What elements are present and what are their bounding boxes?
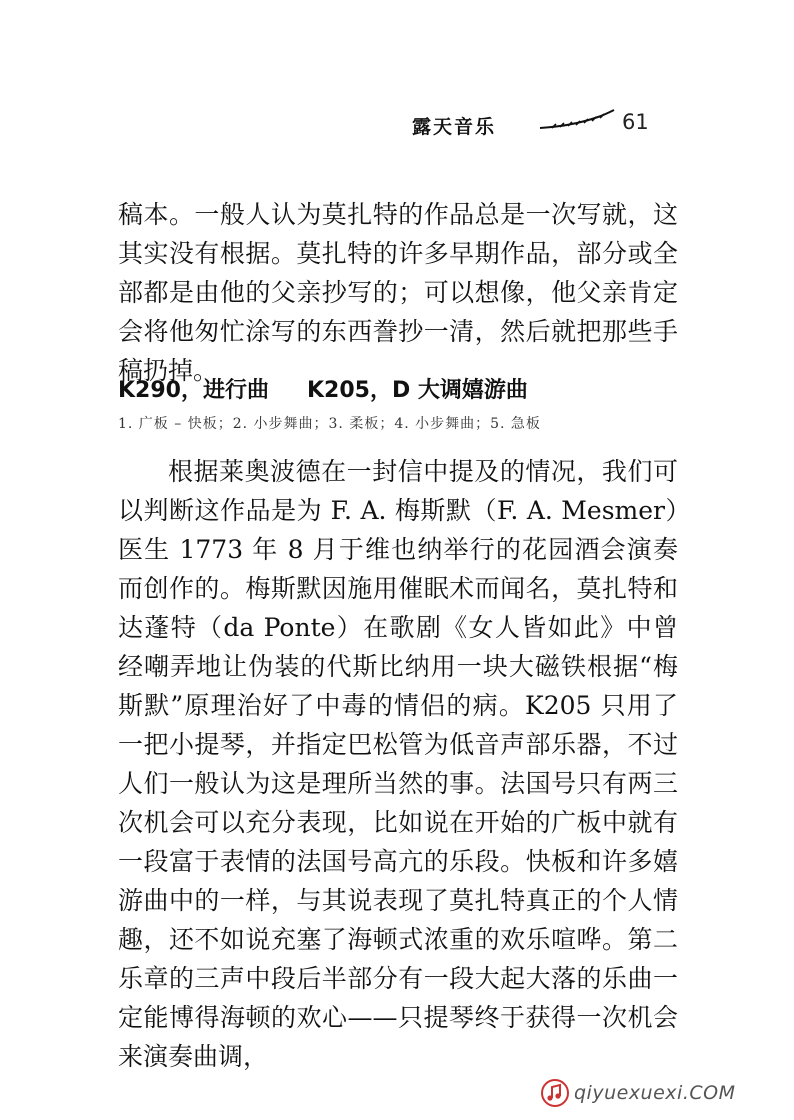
heading-k205: K205，D 大调嬉游曲: [306, 378, 528, 403]
site-watermark: [540, 1075, 780, 1111]
running-title: 露天音乐: [412, 116, 497, 138]
page-number: 61: [622, 110, 649, 134]
body-paragraph-1: 稿本。一般人认为莫扎特的作品总是一次写就，这其实没有根据。莫扎特的许多早期作品，部分或全部都是由他的父亲抄写的；可以想像，他父亲肯定会将他匆忙涂写的东西誊抄一清，然后就把那些手稿扔掉。: [118, 200, 678, 385]
section-heading: [118, 376, 678, 406]
music-note-logo-icon: [540, 1078, 570, 1108]
page-header: [0, 104, 794, 144]
movement-list: 1. 广板 – 快板；2. 小步舞曲；3. 柔板；4. 小步舞曲；5. 急板: [118, 416, 541, 432]
heading-k290: K290，进行曲: [118, 378, 269, 403]
body-paragraph-2: 根据莱奥波德在一封信中提及的情况，我们可以判断这作品是为 F. A. 梅斯默（F. A. Mesmer）医生 1773 年 8 月于维也纳举行的花园酒会演奏而创作的。梅斯默因施用催眠术而闻名，莫扎特和达蓬特（da Ponte）在歌剧《女人皆如此》中曾经嘲弄地让伪装的代斯比纳用一块大磁铁根据“梅斯默”原理治好了中毒的情侣的病。K205 只用了一把小提琴，并指定巴松管为低音声部乐器，不过人们一般认为这是理所当然的事。法国号只有两三次机会可以充分表现，比如说在开始的广板中就有一段富于表情的法国号高亢的乐段。快板和许多嬉游曲中的一样，与其说表现了莫扎特真正的个人情趣，还不如说充塞了海顿式浓重的欢乐喧哗。第二乐章的三声中段后半部分有一段大起大落的乐曲一定能博得海顿的欢心——只提琴终于获得一次机会来演奏曲调，: [118, 457, 678, 1071]
flourish-ornament-icon: [538, 108, 616, 132]
watermark-text: qiyuexuexi.COM: [574, 1082, 736, 1104]
